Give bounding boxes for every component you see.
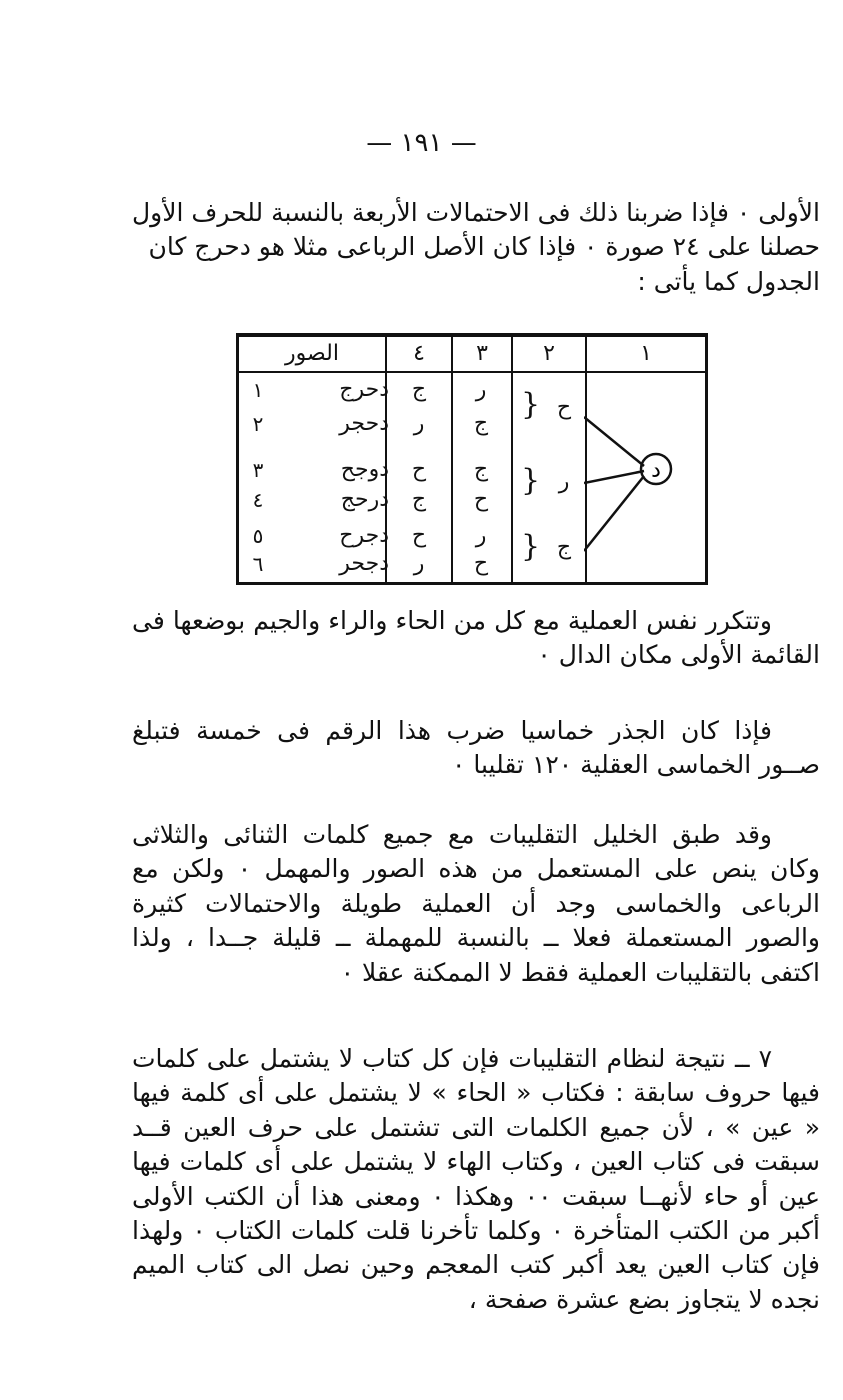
col4-letter: ر — [413, 551, 425, 576]
page-number: — ١٩١ — — [366, 128, 477, 158]
col3-letter: ر — [475, 377, 487, 402]
header-forms: الصور — [285, 341, 339, 366]
branch-line — [584, 417, 644, 466]
paragraph-repeat-process: وتتكرر نفس العملية مع كل من الحاء والراء والجيم بوضعها فى القائمة الأولى مكان الدال ٠ — [132, 606, 820, 670]
header-col4: ٤ — [413, 341, 425, 366]
column-divider — [511, 337, 513, 582]
column-divider — [451, 337, 453, 582]
paragraph-quinary: فإذا كان الجذر خماسيا ضرب هذا الرقم فى خمسة فتبلغ صــور الخماسى العقلية ١٢٠ تقليبا ٠ — [132, 716, 820, 780]
col4-letter: ح — [411, 523, 427, 548]
col3-letter: ح — [473, 487, 489, 512]
form-word: دحرج — [339, 377, 389, 402]
col4-letter: ر — [413, 411, 425, 436]
branch-line — [584, 476, 644, 551]
col4-letter: ج — [411, 487, 427, 512]
form-word: درحج — [340, 487, 389, 512]
form-number: ١ — [252, 378, 264, 402]
intro-paragraph — [132, 196, 820, 299]
intro-line: الجدول كما يأتى : — [637, 266, 820, 296]
col3-letter: ح — [473, 551, 489, 576]
col2-letter: ج — [556, 535, 572, 560]
form-number: ٦ — [252, 552, 264, 576]
root-letter: د — [651, 458, 661, 483]
col3-letter: ج — [473, 411, 489, 436]
grouping-brace: } — [521, 529, 541, 564]
form-number: ٣ — [252, 458, 264, 482]
form-word: دجحر — [339, 551, 389, 576]
form-number: ٢ — [252, 412, 264, 436]
form-number: ٤ — [252, 488, 264, 512]
form-word: دوجح — [340, 457, 389, 482]
col4-letter: ح — [411, 457, 427, 482]
grouping-brace: } — [521, 463, 541, 498]
col4-letter: ج — [411, 377, 427, 402]
form-word: دجرح — [339, 523, 389, 548]
header-col3: ٣ — [476, 341, 488, 366]
paragraph-khalil: وقد طبق الخليل التقليبات مع جميع كلمات الثنائى والثلاثى وكان ينص على المستعمل من هذه الصور والمهمل ٠ ولكن مع الرباعى والخماسى وجد أن العملية طويلة والاحتمالات كثيرة والصور المستعملة فعلا ــ بالنسبة للمهملة ــ قليلة جــدا ، ولذا اكتفى بالتقليبات العملية فقط لا الممكنة عقلا ٠ — [132, 820, 820, 987]
header-col1: ١ — [640, 341, 652, 366]
intro-line: حصلنا على ٢٤ صورة ٠ فإذا كان الأصل الرباعى مثلا هو دحرج كان — [148, 232, 820, 262]
col2-letter: ح — [556, 395, 572, 420]
form-word: دحجر — [339, 411, 389, 436]
paragraph-result-7: ٧ ــ نتيجة لنظام التقليبات فإن كل كتاب لا يشتمل على كلمات فيها حروف سابقة : فكتاب « الحاء » لا يشتمل على أى كلمة فيها « عين » ، لأن جميع الكلمات التى تشتمل على حرف العين قــد سبقت فى كتاب العين ، وكتاب الهاء لا يشتمل على أى كلمات فيها عين أو حاء لأنهــا سبقت ٠٠ وهكذا ٠ ومعنى هذا أن الكتب الأولى أكبر من الكتب المتأخرة ٠ وكلما تأخرنا قلت كلمات الكتاب ٠ ولهذا فإن كتاب العين يعد أكبر كتب المعجم وحين نصل الى كتاب الميم نجده لا يتجاوز بضع عشرة صفحة ، — [132, 1044, 821, 1314]
grouping-brace: } — [521, 387, 541, 422]
form-number: ٥ — [252, 524, 264, 548]
branch-diagram — [584, 373, 705, 582]
intro-line: الأولى ٠ فإذا ضربنا ذلك فى الاحتمالات الأربعة بالنسبة للحرف الأول — [132, 198, 820, 227]
branch-line — [584, 471, 644, 483]
header-col2: ٢ — [543, 341, 555, 366]
col3-letter: ر — [475, 523, 487, 548]
col2-letter: ر — [558, 469, 570, 494]
col3-letter: ج — [473, 457, 489, 482]
